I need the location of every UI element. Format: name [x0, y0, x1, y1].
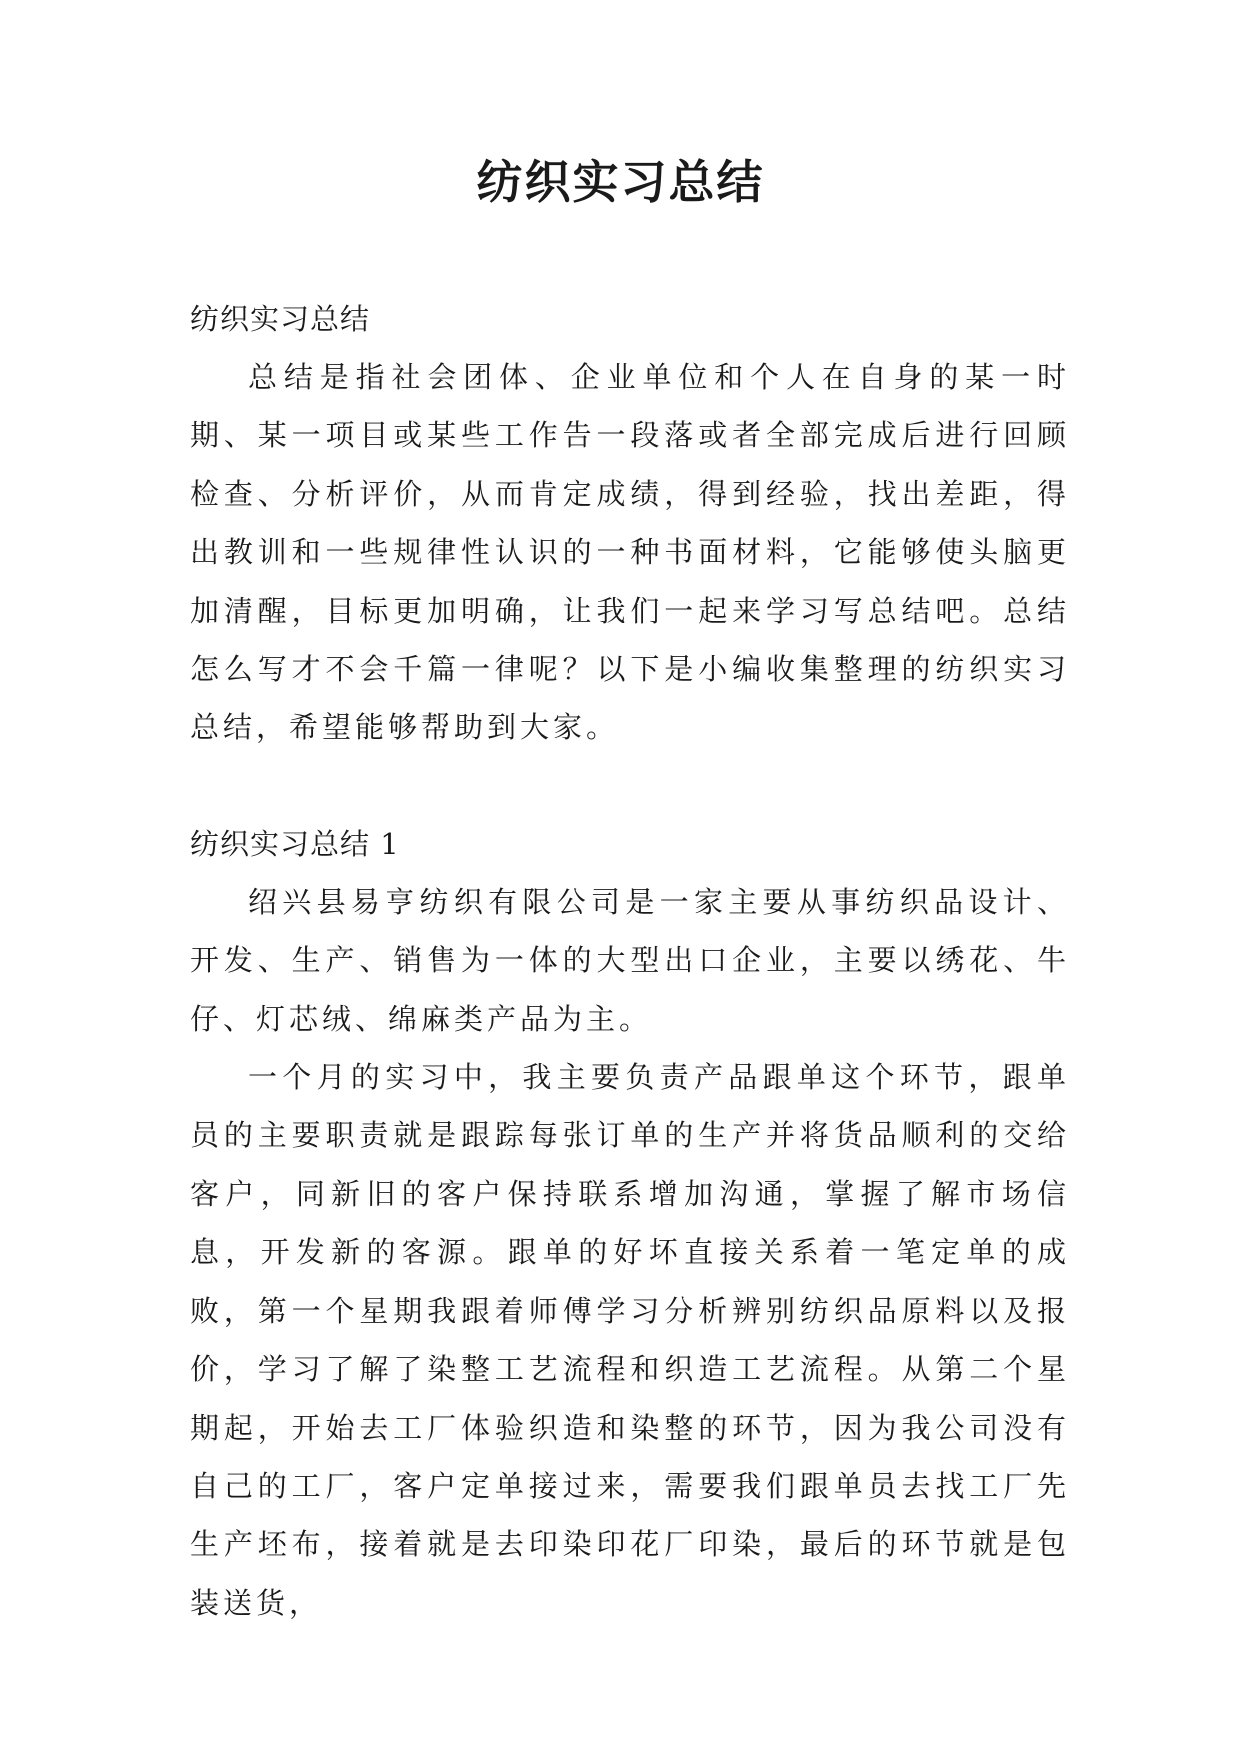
section1-heading: 纺织实习总结 1 [190, 826, 400, 861]
intro-heading: 纺织实习总结 [190, 302, 371, 336]
document-title: 纺织实习总结 [476, 155, 765, 209]
intro-paragraph: 总结是指社会团体、企业单位和个人在自身的某一时期、某一项目或某些工作告一段落或者全部完成后进行回顾检查、分析评价，从而肯定成绩，得到经验，找出差距，得出教训和一些规律性认识的一种书面材料，它能够使头脑更加清醒，目标更加明确，让我们一起来学习写总结吧。总结怎么写才不会千篇一律呢？以下是小编收集整理的纺织实习总结，希望能够帮助到大家。 [190, 360, 1070, 745]
section1-paragraph-1: 绍兴县易亨纺织有限公司是一家主要从事纺织品设计、开发、生产、销售为一体的大型出口企业，主要以绣花、牛仔、灯芯绒、绵麻类产品为主。 [190, 884, 1070, 1036]
document-body [190, 290, 1070, 1632]
section-spacer [190, 757, 1070, 815]
section1-paragraph-2: 一个月的实习中，我主要负责产品跟单这个环节，跟单员的主要职责就是跟踪每张订单的生产并将货品顺利的交给客户，同新旧的客户保持联系增加沟通，掌握了解市场信息，开发新的客源。跟单的好坏直接关系着一笔定单的成败，第一个星期我跟着师傅学习分析辨别纺织品原料以及报价，学习了解了染整工艺流程和织造工艺流程。从第二个星期起，开始去工厂体验织造和染整的环节，因为我公司没有自己的工厂，客户定单接过来，需要我们跟单员去找工厂先生产坯布，接着就是去印染印花厂印染，最后的环节就是包装送货， [190, 1060, 1070, 1620]
